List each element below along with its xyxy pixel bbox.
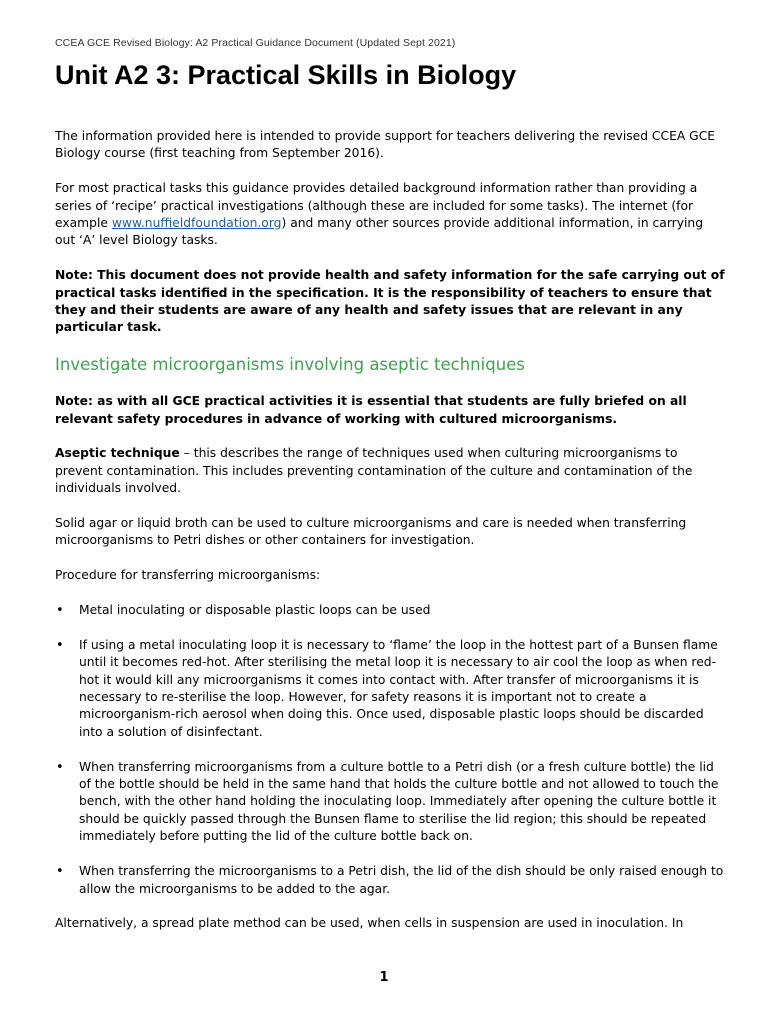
page-title: Unit A2 3: Practical Skills in Biology bbox=[55, 60, 517, 90]
procedure-list bbox=[55, 602, 725, 898]
aseptic-technique-description: – this describes the range of techniques used when culturing microorganisms to prevent contamination. This includes preventing contamination of the culture and contamination of the individuals involved. bbox=[55, 446, 693, 496]
list-item bbox=[55, 863, 725, 898]
internet-sources-paragraph bbox=[55, 180, 725, 250]
procedure-intro: Procedure for transferring microorganisms: bbox=[55, 568, 321, 583]
internet-sources-text-start: For most practical tasks this guidance provides detailed background information rather than providing a series of ‘recipe’ practical investigations (although these are included for some tasks). The internet (for example bbox=[55, 181, 698, 231]
internet-sources-text-end: ) and many other sources provide additional information, in carrying out ‘A’ level Biology tasks. bbox=[55, 216, 704, 248]
aseptic-technique-term: Aseptic technique bbox=[55, 446, 180, 461]
agar-broth-paragraph: Solid agar or liquid broth can be used to culture microorganisms and care is needed when transferring microorganisms to Petri dishes or other containers for investigation. bbox=[55, 516, 687, 548]
running-header: CCEA GCE Revised Biology: A2 Practical Guidance Document (Updated Sept 2021) bbox=[55, 37, 456, 49]
list-item-text: When transferring microorganisms from a culture bottle to a Petri dish (or a fresh culture bottle) the lid of the bottle should be held in the same hand that holds the culture bottle and not allowed to touch the bench, with the other hand holding the inoculating loop. Immediately after opening the culture bottle it should be quickly passed through the Bunsen flame to sterilise the lid region; this should be repeated immediately before putting the lid of the culture bottle back on. bbox=[79, 759, 719, 844]
bullet-icon: • bbox=[56, 759, 64, 775]
section-heading: Investigate microorganisms involving aseptic techniques bbox=[55, 355, 525, 375]
health-safety-note: Note: This document does not provide health and safety information for the safe carrying out of practical tasks identified in the specification. It is the responsibility of teachers to ensure that they and their students are aware of any health and safety issues that are relevant in any particular task. bbox=[55, 268, 725, 335]
bullet-icon: • bbox=[56, 864, 64, 880]
list-item bbox=[55, 602, 725, 619]
list-item-text: Metal inoculating or disposable plastic loops can be used bbox=[79, 603, 431, 618]
document-body bbox=[55, 128, 725, 950]
page-number: 1 bbox=[379, 970, 389, 985]
intro-paragraph: The information provided here is intended to provide support for teachers delivering the revised CCEA GCE Biology course (first teaching from September 2016). bbox=[55, 129, 716, 161]
list-item-text: When transferring the microorganisms to a Petri dish, the lid of the dish should be only raised enough to allow the microorganisms to be added to the agar. bbox=[79, 864, 724, 896]
list-item bbox=[55, 759, 725, 846]
aseptic-technique-definition bbox=[55, 445, 725, 497]
nuffield-foundation-link[interactable]: www.nuffieldfoundation.org bbox=[111, 216, 282, 231]
list-item bbox=[55, 637, 725, 741]
safety-briefing-note: Note: as with all GCE practical activities it is essential that students are fully briefed on all relevant safety procedures in advance of working with cultured microorganisms. bbox=[55, 394, 687, 426]
bullet-icon: • bbox=[56, 637, 64, 653]
bullet-icon: • bbox=[56, 603, 64, 619]
list-item-text: If using a metal inoculating loop it is necessary to ‘flame’ the loop in the hottest part of a Bunsen flame until it becomes red-hot. After sterilising the metal loop it is necessary to air cool the loop as when red-hot it would kill any microorganisms it comes into contact with. After transfer of microorganisms it is necessary to re-sterilise the loop. However, for safety reasons it is important not to create a microorganism-rich aerosol when doing this. Once used, disposable plastic loops should be discarded into a solution of disinfectant. bbox=[79, 637, 718, 739]
spread-plate-paragraph: Alternatively, a spread plate method can be used, when cells in suspension are used in inoculation. In bbox=[55, 916, 684, 931]
